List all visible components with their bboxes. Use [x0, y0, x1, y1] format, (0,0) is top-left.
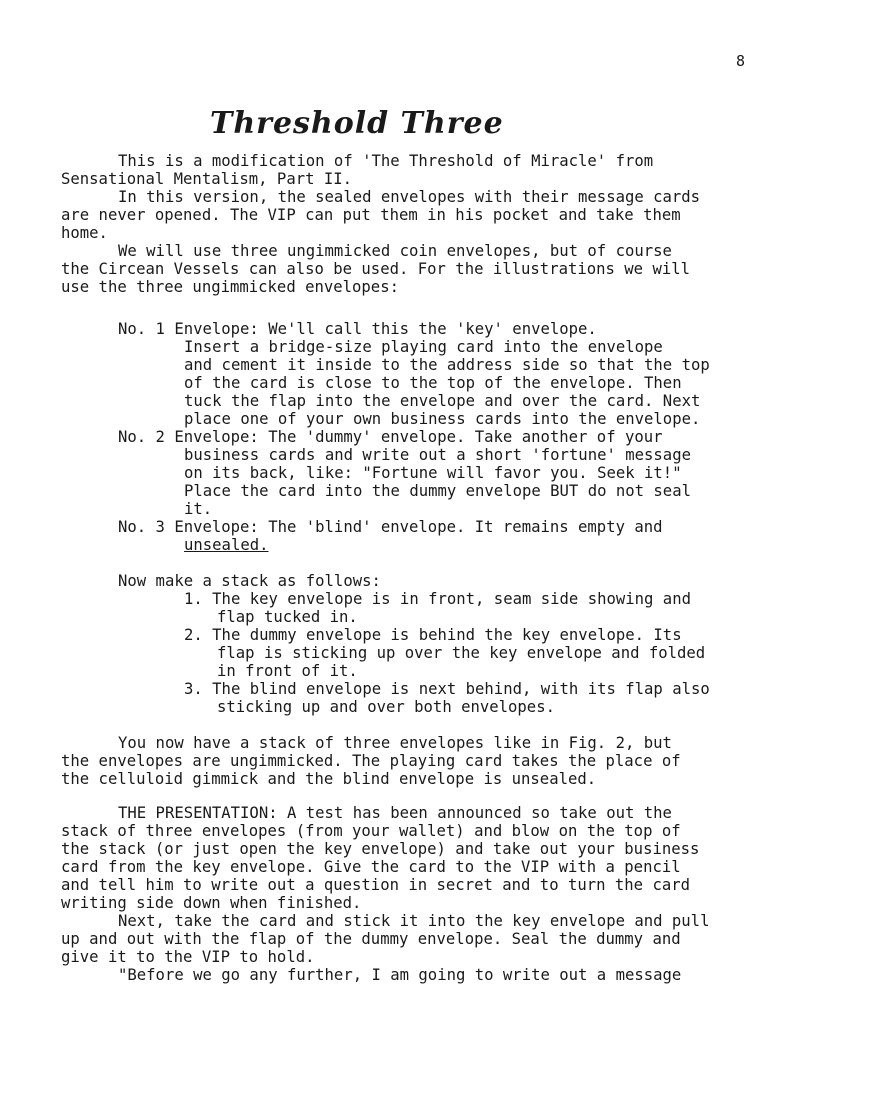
stack-line: Now make a stack as follows: — [118, 572, 381, 590]
summary-line: the celluloid gimmick and the blind envelope is unsealed. — [61, 770, 597, 788]
intro-line: use the three ungimmicked envelopes: — [61, 278, 399, 296]
presentation-line: THE PRESENTATION: A test has been announced so take out the — [118, 804, 672, 822]
stack-line: 3. The blind envelope is next behind, with its flap also — [184, 680, 710, 698]
intro-line: are never opened. The VIP can put them in his pocket and take them — [61, 206, 681, 224]
envelope-line: Insert a bridge-size playing card into the envelope — [184, 338, 663, 356]
stack-line: flap is sticking up over the key envelope and folded — [217, 644, 706, 662]
intro-line: We will use three ungimmicked coin envelopes, but of course — [118, 242, 672, 260]
envelope-line: it. — [184, 500, 213, 518]
stack-line: 1. The key envelope is in front, seam side showing and — [184, 590, 691, 608]
presentation-line: give it to the VIP to hold. — [61, 948, 315, 966]
presentation-line: the stack (or just open the key envelope) and take out your business — [61, 840, 700, 858]
intro-line: Sensational Mentalism, Part II. — [61, 170, 353, 188]
presentation-line: card from the key envelope. Give the card to the VIP with a pencil — [61, 858, 681, 876]
presentation-line: up and out with the flap of the dummy envelope. Seal the dummy and — [61, 930, 681, 948]
presentation-line: "Before we go any further, I am going to write out a message — [118, 966, 682, 984]
presentation-line: writing side down when finished. — [61, 894, 362, 912]
envelope-line: on its back, like: "Fortune will favor you. Seek it!" — [184, 464, 682, 482]
envelope-line: tuck the flap into the envelope and over the card. Next — [184, 392, 701, 410]
presentation-line: and tell him to write out a question in secret and to turn the card — [61, 876, 691, 894]
page-number: 8 — [736, 52, 746, 70]
stack-line: in front of it. — [217, 662, 358, 680]
intro-line: In this version, the sealed envelopes with their message cards — [118, 188, 701, 206]
presentation-line: stack of three envelopes (from your wallet) and blow on the top of — [61, 822, 681, 840]
presentation-line: Next, take the card and stick it into the key envelope and pull — [118, 912, 710, 930]
summary-line: You now have a stack of three envelopes like in Fig. 2, but — [118, 734, 672, 752]
intro-line: This is a modification of 'The Threshold of Miracle' from — [118, 152, 654, 170]
envelope-line: place one of your own business cards into the envelope. — [184, 410, 701, 428]
summary-line: the envelopes are ungimmicked. The playing card takes the place of — [61, 752, 681, 770]
intro-line: the Circean Vessels can also be used. For the illustrations we will — [61, 260, 691, 278]
stack-line: 2. The dummy envelope is behind the key envelope. Its — [184, 626, 682, 644]
envelope-line: No. 2 Envelope: The 'dummy' envelope. Take another of your — [118, 428, 663, 446]
page-title: Threshold Three — [210, 106, 504, 141]
envelope-line: business cards and write out a short 'fortune' message — [184, 446, 691, 464]
envelope-line: Place the card into the dummy envelope BUT do not seal — [184, 482, 691, 500]
stack-line: flap tucked in. — [217, 608, 358, 626]
intro-line: home. — [61, 224, 108, 242]
envelope-line: and cement it inside to the address side so that the top — [184, 356, 710, 374]
envelope-line: No. 1 Envelope: We'll call this the 'key' envelope. — [118, 320, 597, 338]
envelope-line: of the card is close to the top of the envelope. Then — [184, 374, 682, 392]
stack-line: sticking up and over both envelopes. — [217, 698, 555, 716]
envelope-line: unsealed. — [184, 536, 269, 554]
envelope-line: No. 3 Envelope: The 'blind' envelope. It remains empty and — [118, 518, 663, 536]
